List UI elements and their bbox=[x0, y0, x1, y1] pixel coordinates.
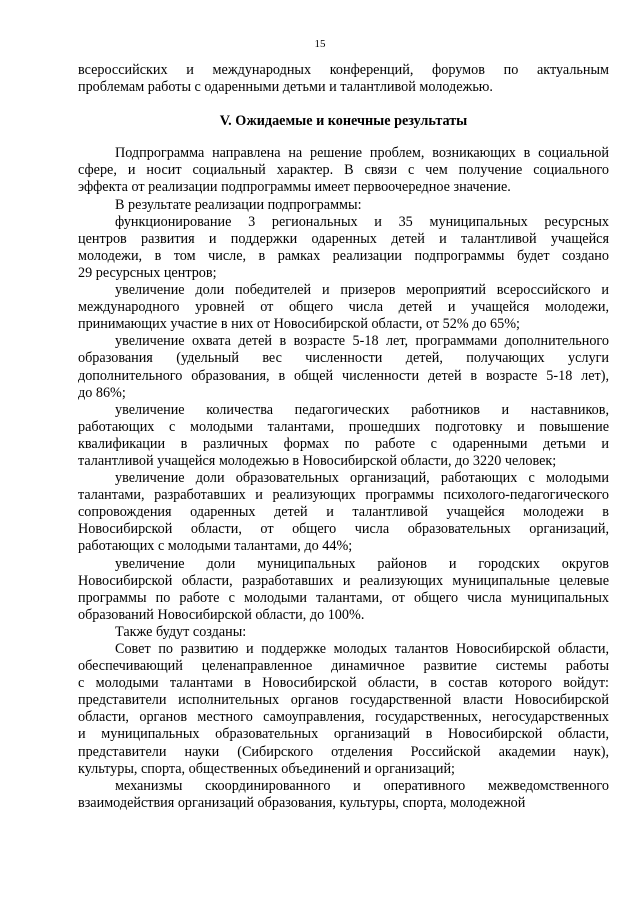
text-line: всероссийских и международных конференций, форумов по актуальным bbox=[78, 62, 609, 78]
text-line: увеличение доли победителей и призеров мероприятий всероссийского и bbox=[115, 282, 609, 299]
text-line: молодежи, в том числе, в рамках реализации подпрограммы будет создано bbox=[78, 247, 609, 264]
text-line: взаимодействия организаций образования, культуры, спорта, молодежной bbox=[78, 794, 526, 811]
paragraph-result-winners bbox=[78, 282, 609, 333]
text-line: эффекта от реализации подпрограммы имеет первоочередное значение. bbox=[78, 179, 511, 196]
text-line: с молодыми талантами в Новосибирской области, в состав которого войдут: bbox=[78, 675, 609, 692]
text-line: Также будут созданы: bbox=[115, 623, 247, 640]
page-number: 15 bbox=[314, 38, 326, 50]
text-line: Подпрограмма направлена на решение проблем, возникающих в социальной bbox=[115, 145, 609, 162]
text-line: и муниципальных образовательных организаций в Новосибирской области, bbox=[78, 726, 609, 743]
text-line: функционирование 3 региональных и 35 муниципальных ресурсных bbox=[115, 213, 609, 230]
text-line: области, органов местного самоуправления, государственных, негосударственных bbox=[78, 709, 609, 726]
text-line: представители науки (Сибирского отделения Российской академии наук), bbox=[78, 743, 609, 760]
paragraph-intro-continuation bbox=[78, 62, 609, 96]
paragraph-results-intro bbox=[78, 197, 609, 214]
paragraph-result-organizations bbox=[78, 470, 609, 555]
text-line: сопровождения одаренных детей и талантливой учащейся молодежи в bbox=[78, 504, 609, 521]
text-line: проблемам работы с одаренными детьми и талантливой молодежью. bbox=[78, 79, 493, 96]
text-line: сфере, и носит социальный характер. В связи с чем получение социального bbox=[78, 162, 609, 179]
text-line: Новосибирской области, от общего числа образовательных организаций, bbox=[78, 521, 609, 538]
text-line: обеспечивающий целенаправленное динамичное развитие системы работы bbox=[78, 658, 609, 675]
text-line: культуры, спорта, общественных объединений и организаций; bbox=[78, 760, 455, 777]
text-line: представители исполнительных органов государственной власти Новосибирской bbox=[78, 692, 609, 709]
text-line: центров развития и поддержки одаренных детей и талантливой учащейся bbox=[78, 230, 609, 247]
text-line: работающих с молодыми талантами, прошедших подготовку и повышение bbox=[78, 418, 609, 435]
text-line: Новосибирской области, разработавших и реализующих муниципальные целевые bbox=[78, 572, 609, 589]
paragraph-program-purpose bbox=[78, 145, 609, 196]
paragraph-result-coverage bbox=[78, 333, 609, 401]
paragraph-mechanisms bbox=[78, 778, 609, 812]
text-line: программы по работе с молодыми талантами, от общего числа муниципальных bbox=[78, 589, 609, 606]
paragraph-also-created bbox=[78, 624, 609, 641]
text-line: увеличение охвата детей в возрасте 5-18 лет, программами дополнительного bbox=[115, 333, 609, 350]
paragraph-council bbox=[78, 641, 609, 778]
text-line: до 86%; bbox=[78, 384, 126, 401]
section-heading: V. Ожидаемые и конечные результаты bbox=[219, 113, 468, 130]
text-line: работающих с молодыми талантами, до 44%; bbox=[78, 538, 353, 555]
document-body bbox=[78, 62, 609, 812]
text-line: принимающих участие в них от Новосибирской области, от 52% до 65%; bbox=[78, 316, 521, 333]
text-line: увеличение доли муниципальных районов и городских округов bbox=[115, 555, 609, 572]
text-line: механизмы скоординированного и оперативного межведомственного bbox=[115, 777, 609, 794]
text-line: увеличение доли образовательных организаций, работающих с молодыми bbox=[115, 470, 609, 487]
text-line: квалификации в различных формах по работе с одаренными детьми и bbox=[78, 435, 609, 452]
paragraph-result-teachers bbox=[78, 402, 609, 470]
text-line: образований Новосибирской области, до 100%. bbox=[78, 606, 365, 623]
text-line: образования (удельный вес численности детей, получающих услуги bbox=[78, 350, 609, 367]
paragraph-result-districts bbox=[78, 556, 609, 624]
text-line: 29 ресурсных центров; bbox=[78, 264, 217, 281]
text-line: талантами, разработавших и реализующих программы психолого-педагогического bbox=[78, 487, 609, 504]
text-line: талантливой учащейся молодежью в Новосибирской области, до 3220 человек; bbox=[78, 452, 557, 469]
text-line: увеличение количества педагогических работников и наставников, bbox=[115, 401, 609, 418]
text-line: Совет по развитию и поддержке молодых талантов Новосибирской области, bbox=[115, 641, 609, 657]
text-line: дополнительного образования, в общей численности детей в возрасте 5-18 лет), bbox=[78, 367, 609, 384]
text-line: В результате реализации подпрограммы: bbox=[115, 196, 362, 213]
text-line: международного уровней от общего числа детей и учащейся молодежи, bbox=[78, 299, 609, 316]
paragraph-result-centers bbox=[78, 214, 609, 282]
